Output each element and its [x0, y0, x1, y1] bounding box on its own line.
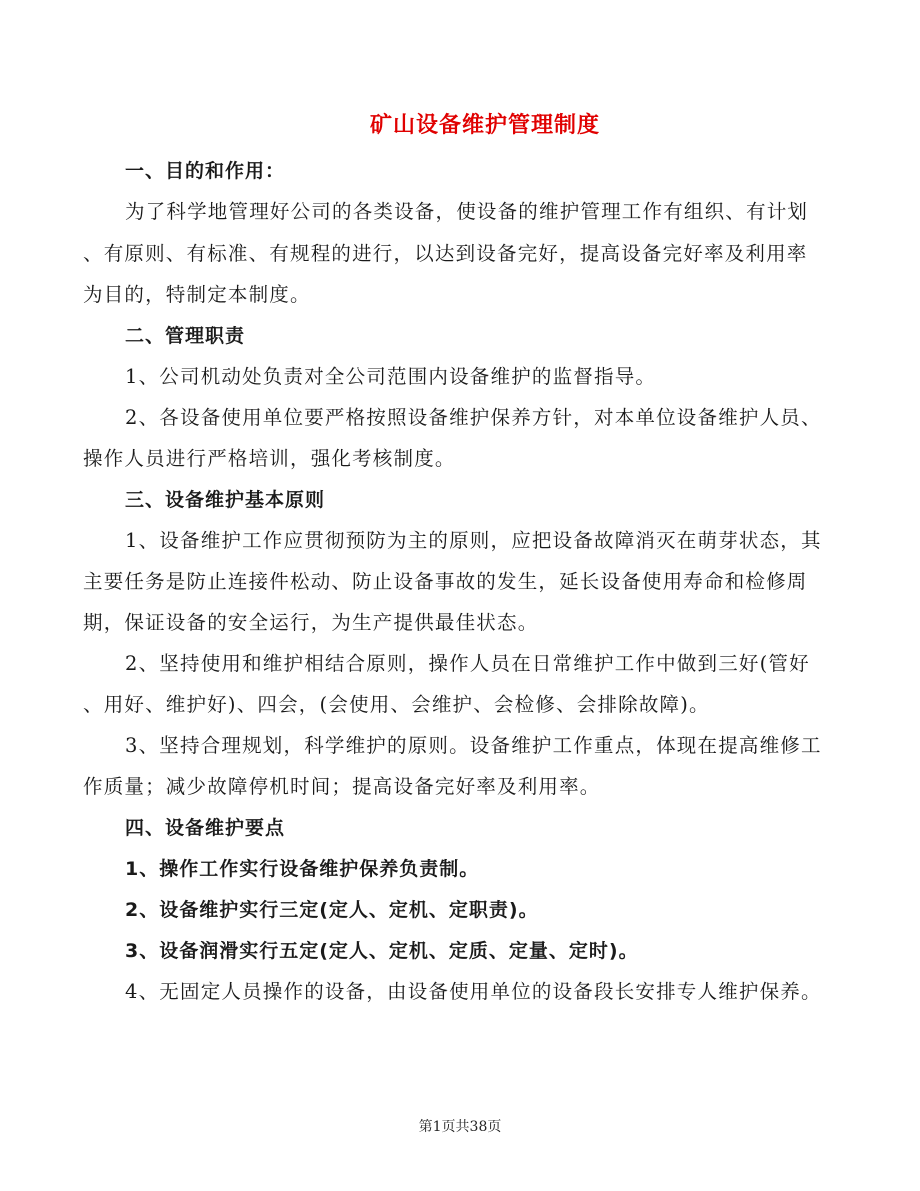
document-title: 矿山设备维护管理制度 [369, 113, 600, 138]
key-point-item: 4、无固定人员操作的设备，由设备使用单位的设备段长安排专人维护保养。 [125, 980, 822, 1003]
paragraph-line: 、有原则、有标准、有规程的进行，以达到设备完好，提高设备完好率及利用率 [83, 242, 808, 265]
section-heading-principles: 三、设备维护基本原则 [125, 489, 326, 511]
paragraph-line: 操作人员进行严格培训，强化考核制度。 [83, 447, 456, 470]
key-point-item: 3、设备润滑实行五定(定人、定机、定质、定量、定时)。 [125, 940, 639, 962]
paragraph-line: 为目的，特制定本制度。 [83, 283, 311, 306]
section-heading-duties: 二、管理职责 [125, 325, 246, 347]
section-heading-key-points: 四、设备维护要点 [125, 817, 286, 839]
key-point-item: 1、操作工作实行设备维护保养负责制。 [125, 858, 480, 880]
paragraph-line: 2、各设备使用单位要严格按照设备维护保养方针，对本单位设备维护人员、 [125, 406, 822, 429]
paragraph-line: 3、坚持合理规划，科学维护的原则。设备维护工作重点，体现在提高维修工 [125, 734, 822, 757]
page-footer: 第1页共38页 [418, 1119, 502, 1135]
paragraph-line: 1、设备维护工作应贯彻预防为主的原则，应把设备故障消灭在萌芽状态，其 [125, 529, 822, 552]
paragraph-line: 作质量；减少故障停机时间；提高设备完好率及利用率。 [83, 775, 601, 798]
section-heading-purpose: 一、目的和作用： [125, 160, 286, 182]
paragraph-line: 期，保证设备的安全运行，为生产提供最佳状态。 [83, 611, 539, 634]
paragraph-line: 为了科学地管理好公司的各类设备，使设备的维护管理工作有组织、有计划 [125, 200, 809, 223]
key-point-item: 2、设备维护实行三定(定人、定机、定职责)。 [125, 899, 539, 921]
paragraph-line: 1、公司机动处负责对全公司范围内设备维护的监督指导。 [125, 365, 657, 388]
paragraph-line: 主要任务是防止连接件松动、防止设备事故的发生，延长设备使用寿命和检修周 [83, 570, 808, 593]
paragraph-line: 2、坚持使用和维护相结合原则，操作人员在日常维护工作中做到三好(管好 [125, 652, 810, 675]
paragraph-line: 、用好、维护好)、四会，(会使用、会维护、会检修、会排除故障)。 [83, 693, 710, 716]
